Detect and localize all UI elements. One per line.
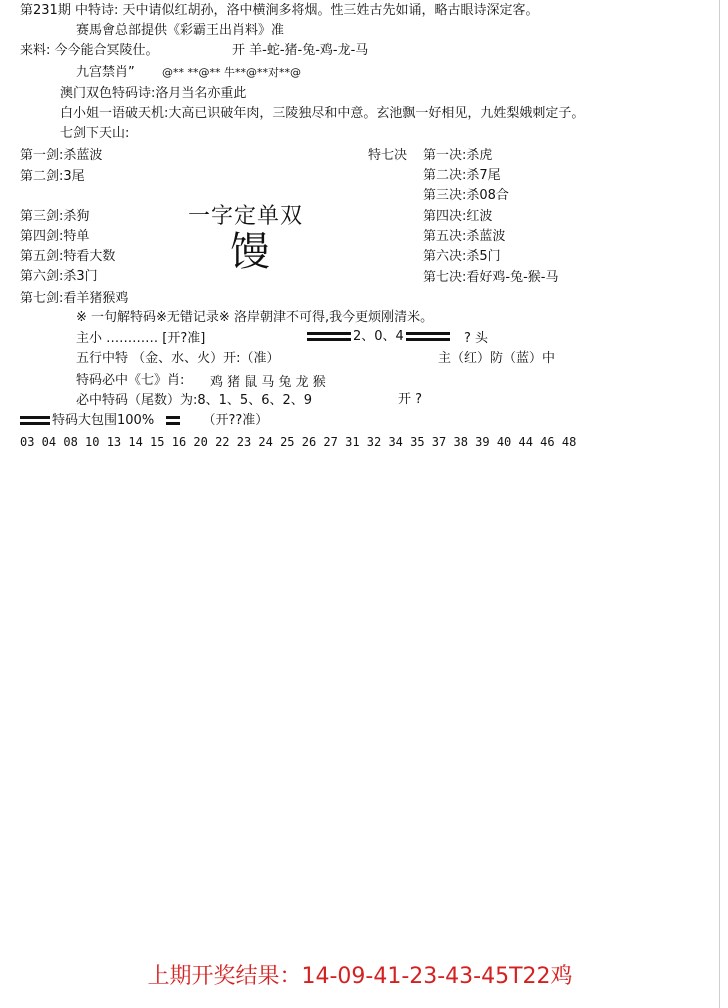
sword-2: 第二剑:3尾 [20, 169, 85, 184]
sword-7: 第七剑:看羊猪猴鸡 [20, 291, 129, 306]
last-draw-result: 上期开奖结果：14-09-41-23-43-45T22鸡 [147, 964, 573, 989]
bars-icon [307, 332, 351, 341]
main-defend-line: 主（红）防（蓝）中 [438, 351, 556, 366]
zhuxiao-left: 主小 ………… [开?准] [76, 331, 206, 346]
source-line: 来料: 今今能合冥陵仕。 [20, 43, 159, 58]
nine-palace-label: 九宫禁肖” [76, 65, 135, 80]
jue-6: 第六决:杀5门 [423, 249, 501, 264]
open-zodiacs: 开 羊-蛇-猪-兔-鸡-龙-马 [232, 43, 369, 58]
open-question: 开 ? [398, 392, 423, 407]
provider-line: 赛馬會总部提供《彩霸王出肖料》准 [76, 23, 285, 38]
bars-icon [406, 332, 450, 341]
macau-poem: 澳门双色特码诗:洛月当名亦重此 [60, 86, 247, 101]
qijue-title: 特七决 [368, 148, 408, 163]
must-zodiac-animals: 鸡 猪 鼠 马 兔 龙 猴 [210, 375, 326, 390]
jue-3: 第三决:杀08合 [423, 188, 509, 203]
jue-2: 第二决:杀7尾 [423, 168, 501, 183]
white-lady-line: 白小姐一语破天机:大高已识破年肉，三陵独尽和中意。玄池飘一好相见，九姓梨娥刺定子。 [60, 106, 585, 121]
sword-3: 第三剑:杀狗 [20, 209, 90, 224]
zhuxiao-right: ? 头 [464, 331, 489, 346]
sword-5: 第五剑:特看大数 [20, 249, 116, 264]
header-poem: 第231期 中特诗: 天中请似红胡孙，洛中横涧多将烟。性三姓古先如诵，略古眼诗深定客。 [20, 3, 539, 18]
bars-icon [20, 416, 50, 425]
jue-4: 第四决:红波 [423, 209, 493, 224]
sword-4: 第四剑:特单 [20, 229, 90, 244]
sword-1: 第一剑:杀蓝波 [20, 148, 103, 163]
single-double-char: 馒 [230, 229, 270, 275]
jue-5: 第五决:杀蓝波 [423, 229, 506, 244]
bars-icon [166, 416, 180, 425]
zhuxiao-mid: 2、0、4 [305, 330, 452, 343]
sword-6: 第六剑:杀3门 [20, 269, 98, 284]
one-line-clue: ※ 一句解特码※无错记录※ 洛岸朝津不可得,我今更烦刚清米。 [76, 310, 434, 325]
seven-swords-title: 七剑下天山: [60, 126, 130, 141]
tail-digits-line: 必中特码（尾数）为:8、1、5、6、2、9 [76, 393, 313, 408]
jue-7: 第七决:看好鸡-兔-猴-马 [423, 270, 559, 285]
nine-palace-code: @** **@** 牛**@**对**@ [162, 66, 301, 79]
wuxing-line: 五行中特 （金、水、火）开:（准） [76, 351, 280, 366]
single-double-title: 一字定单双 [188, 204, 304, 229]
jue-1: 第一决:杀虎 [423, 148, 493, 163]
must-zodiac-label: 特码必中《七》肖: [76, 373, 185, 388]
number-pool: 03 04 08 10 13 14 15 16 20 22 23 24 25 26 27 31 32 34 35 37 38 39 40 44 46 48 [20, 435, 577, 449]
encircle-line: 特码大包围100% （开??准） [20, 414, 268, 427]
